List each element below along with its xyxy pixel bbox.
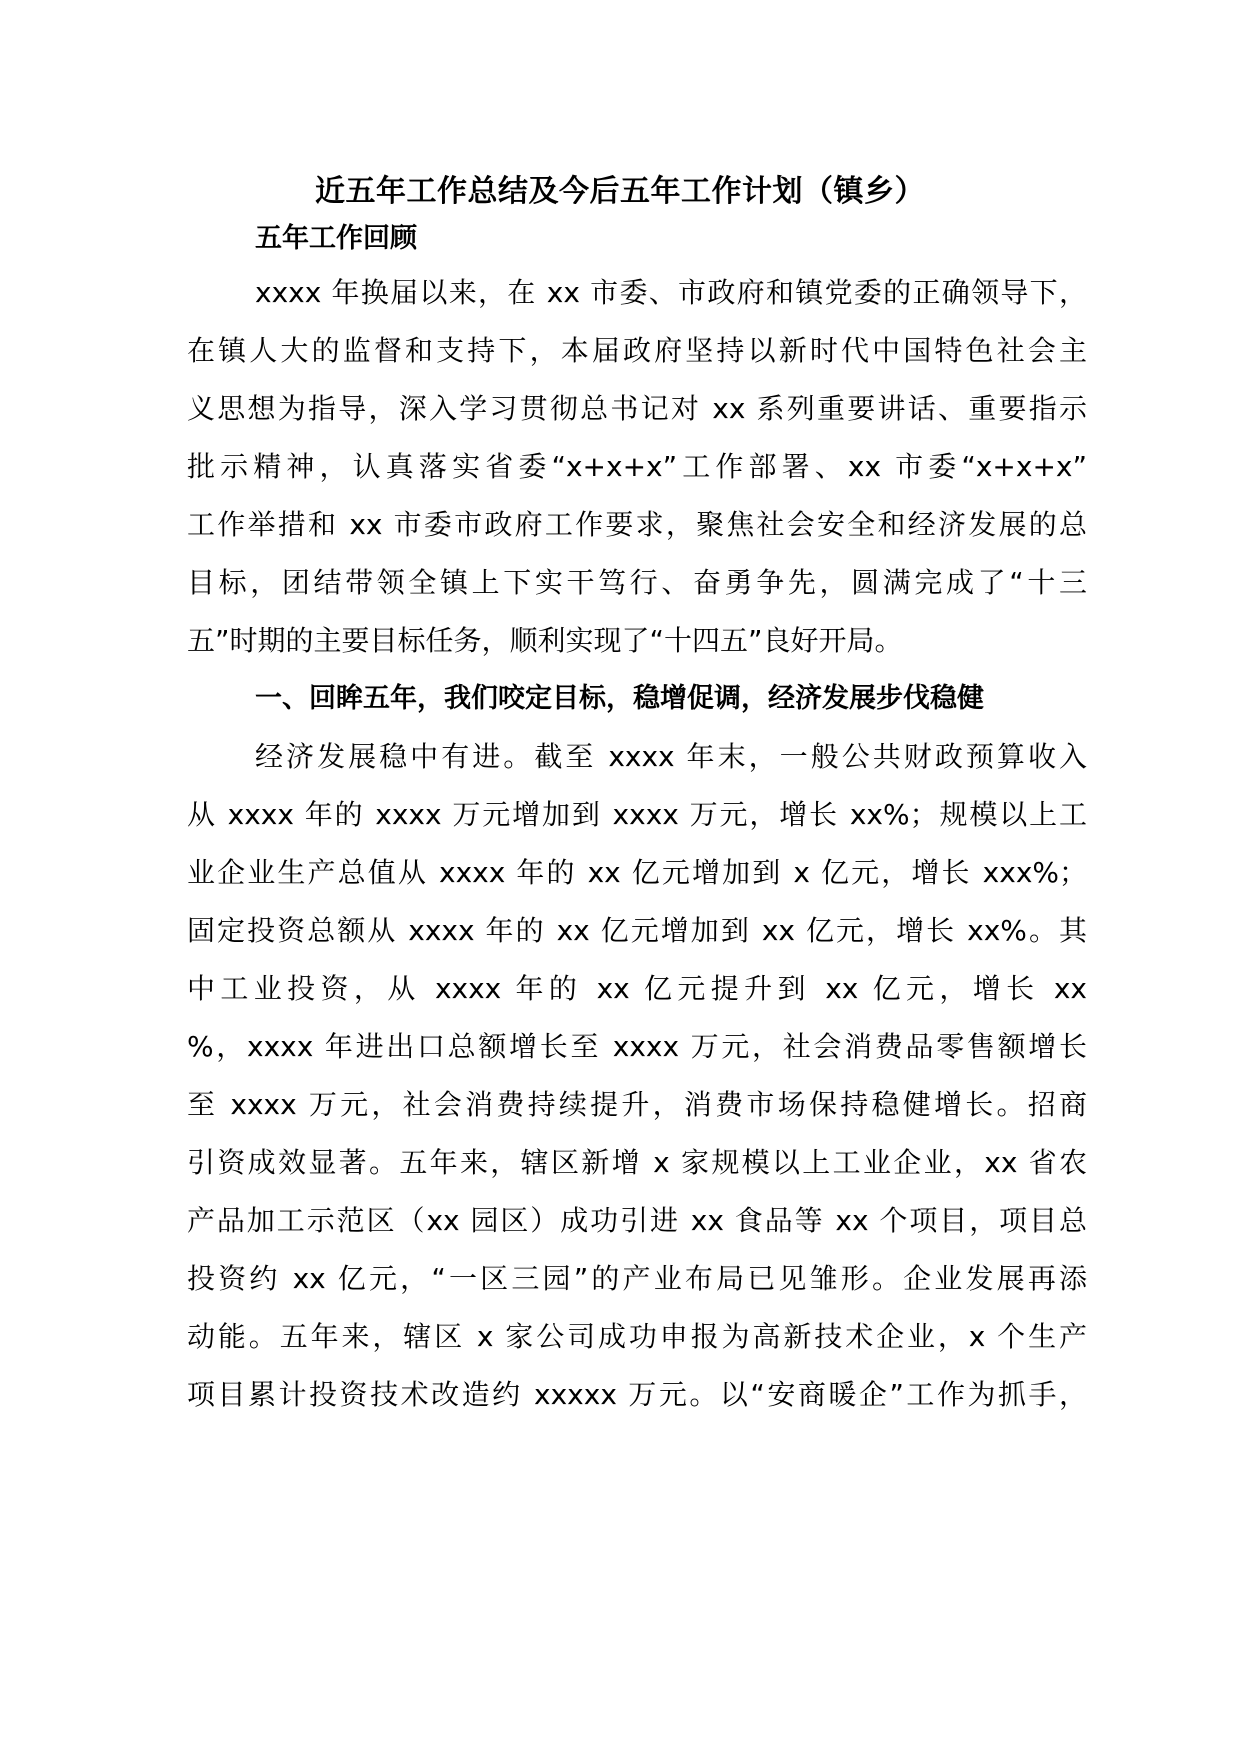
paragraph-line: 项目累计投资技术改造约 xxxxx 万元。以“安商暖企”工作为抓手，: [187, 1378, 1087, 1411]
paragraph-line: 动能。五年来，辖区 x 家公司成功申报为高新技术企业，x 个生产: [187, 1320, 1087, 1353]
paragraph-line: 目标，团结带领全镇上下实干笃行、奋勇争先，圆满完成了“十三: [187, 566, 1087, 599]
section-heading: 五年工作回顾: [255, 223, 417, 254]
paragraph-line: 经济发展稳中有进。截至 xxxx 年末，一般公共财政预算收入: [255, 740, 1087, 773]
paragraph-line: 产品加工示范区（xx 园区）成功引进 xx 食品等 xx 个项目，项目总: [187, 1204, 1087, 1237]
paragraph-line: 义思想为指导，深入学习贯彻总书记对 xx 系列重要讲话、重要指示: [187, 392, 1087, 425]
subheading: 一、回眸五年，我们咬定目标，稳增促调，经济发展步伐稳健: [255, 683, 984, 714]
paragraph-line: xxxx 年换届以来，在 xx 市委、市政府和镇党委的正确领导下，: [255, 276, 1087, 309]
paragraph-line: 引资成效显著。五年来，辖区新增 x 家规模以上工业企业，xx 省农: [187, 1146, 1087, 1179]
paragraph-line: 业企业生产总值从 xxxx 年的 xx 亿元增加到 x 亿元，增长 xxx%；: [187, 856, 1087, 889]
paragraph-line: 投资约 xx 亿元，“一区三园”的产业布局已见雏形。企业发展再添: [187, 1262, 1087, 1295]
paragraph-line: 工作举措和 xx 市委市政府工作要求，聚焦社会安全和经济发展的总: [187, 508, 1087, 541]
document-title: 近五年工作总结及今后五年工作计划（镇乡）: [315, 174, 925, 209]
paragraph-line: 从 xxxx 年的 xxxx 万元增加到 xxxx 万元，增长 xx%；规模以上工: [187, 798, 1087, 831]
paragraph-line: 固定投资总额从 xxxx 年的 xx 亿元增加到 xx 亿元，增长 xx%。其: [187, 914, 1087, 947]
paragraph-line: 中工业投资，从 xxxx 年的 xx 亿元提升到 xx 亿元，增长 xx: [187, 972, 1087, 1005]
paragraph-line: 在镇人大的监督和支持下，本届政府坚持以新时代中国特色社会主: [187, 334, 1087, 367]
paragraph-line: %，xxxx 年进出口总额增长至 xxxx 万元，社会消费品零售额增长: [187, 1030, 1087, 1063]
paragraph-line: 至 xxxx 万元，社会消费持续提升，消费市场保持稳健增长。招商: [187, 1088, 1087, 1121]
paragraph-line: 五”时期的主要目标任务，顺利实现了“十四五”良好开局。: [187, 624, 903, 657]
paragraph-line: 批示精神，认真落实省委“x+x+x”工作部署、xx 市委“x+x+x”: [187, 450, 1087, 483]
